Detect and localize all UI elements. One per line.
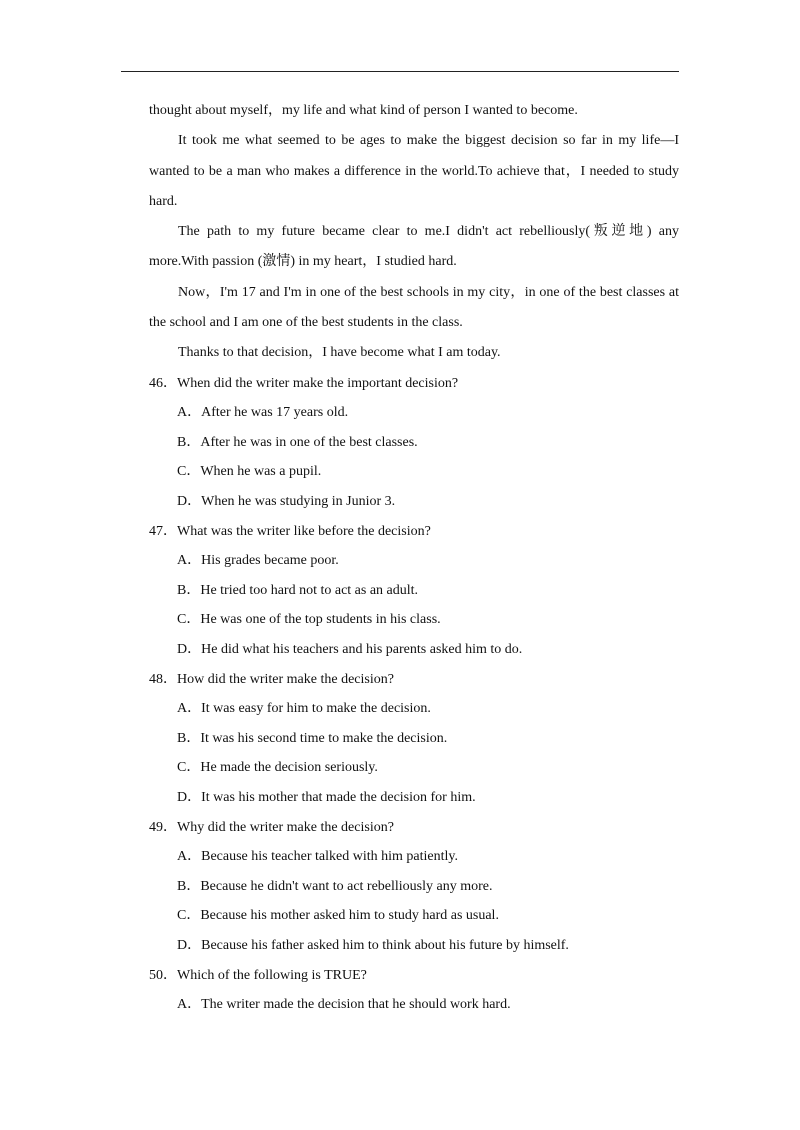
- option-a: [149, 398, 679, 428]
- option-text: It was easy for him to make the decision.: [201, 701, 431, 717]
- passage-paragraph-4: Now，I'm 17 and I'm in one of the best schools in my city，in one of the best classes at the school and I am one of the best students in the class.: [149, 284, 679, 331]
- question-49: [149, 813, 679, 961]
- question-47: [149, 517, 679, 665]
- option-a: [149, 842, 679, 872]
- option-text: He did what his teachers and his parents asked him to do.: [201, 642, 523, 658]
- option-text: After he was 17 years old.: [201, 405, 349, 421]
- option-text: After he was in one of the best classes.: [200, 434, 418, 450]
- option-b: [149, 576, 679, 606]
- option-letter: D．: [177, 937, 202, 953]
- option-a: [149, 990, 679, 1020]
- option-d: [149, 635, 679, 665]
- option-letter: A．: [177, 553, 202, 569]
- option-a: [149, 546, 679, 576]
- question-number: 50．: [149, 967, 177, 983]
- passage-paragraph-3: The path to my future became clear to me.I didn't act rebelliously(叛逆地) any more.With passion (激情) in my heart，I studied hard.: [149, 224, 679, 270]
- option-b: [149, 428, 679, 458]
- option-b: [149, 872, 679, 902]
- option-letter: A．: [177, 701, 202, 717]
- header-rule: [121, 71, 679, 72]
- option-text: His grades became poor.: [201, 553, 339, 569]
- option-letter: B．: [177, 878, 201, 894]
- question-text: When did the writer make the important decision?: [177, 375, 459, 391]
- option-text: Because his mother asked him to study hard as usual.: [200, 908, 499, 924]
- option-letter: C．: [177, 464, 201, 480]
- option-letter: B．: [177, 730, 201, 746]
- question-stem: [149, 961, 679, 991]
- option-text: He was one of the top students in his class.: [200, 612, 441, 628]
- option-letter: C．: [177, 760, 201, 776]
- question-text: Which of the following is TRUE?: [177, 967, 367, 983]
- question-number: 48．: [149, 671, 177, 687]
- question-stem: [149, 517, 679, 547]
- document-content: [149, 96, 679, 1020]
- passage-paragraph-1: thought about myself，my life and what kind of person I wanted to become.: [149, 103, 578, 118]
- option-letter: D．: [177, 789, 202, 805]
- option-letter: A．: [177, 997, 202, 1013]
- option-c: [149, 901, 679, 931]
- option-text: It was his second time to make the decision.: [200, 730, 448, 746]
- option-letter: D．: [177, 494, 202, 510]
- option-letter: A．: [177, 849, 202, 865]
- option-letter: C．: [177, 908, 201, 924]
- option-text: He made the decision seriously.: [200, 760, 378, 776]
- option-d: [149, 487, 679, 517]
- option-letter: B．: [177, 582, 201, 598]
- question-text: How did the writer make the decision?: [177, 671, 394, 687]
- option-letter: D．: [177, 642, 202, 658]
- question-number: 46．: [149, 375, 177, 391]
- passage-paragraph-2: It took me what seemed to be ages to make the biggest decision so far in my life—I wanted to be a man who makes a difference in the world.To achieve that，I needed to study hard.: [149, 133, 679, 209]
- option-text: It was his mother that made the decision for him.: [201, 789, 476, 805]
- option-a: [149, 694, 679, 724]
- question-46: [149, 369, 679, 517]
- option-letter: B．: [177, 434, 201, 450]
- question-stem: [149, 369, 679, 399]
- question-text: What was the writer like before the decision?: [177, 523, 431, 539]
- question-text: Why did the writer make the decision?: [177, 819, 394, 835]
- passage-paragraph-5: Thanks to that decision，I have become what I am today.: [178, 345, 501, 361]
- question-stem: [149, 813, 679, 843]
- question-stem: [149, 665, 679, 695]
- question-number: 47．: [149, 523, 177, 539]
- option-c: [149, 457, 679, 487]
- option-letter: A．: [177, 405, 202, 421]
- option-text: He tried too hard not to act as an adult.: [200, 582, 419, 598]
- option-d: [149, 931, 679, 961]
- question-number: 49．: [149, 819, 177, 835]
- option-text: When he was studying in Junior 3.: [201, 494, 396, 510]
- option-b: [149, 724, 679, 754]
- option-d: [149, 783, 679, 813]
- option-text: Because his teacher talked with him patiently.: [201, 849, 458, 865]
- option-text: When he was a pupil.: [200, 464, 322, 480]
- question-50: [149, 961, 679, 1020]
- option-c: [149, 753, 679, 783]
- option-c: [149, 605, 679, 635]
- option-text: Because he didn't want to act rebelliously any more.: [200, 878, 493, 894]
- option-letter: C．: [177, 612, 201, 628]
- option-text: The writer made the decision that he should work hard.: [201, 997, 511, 1013]
- question-48: [149, 665, 679, 813]
- option-text: Because his father asked him to think about his future by himself.: [201, 937, 569, 953]
